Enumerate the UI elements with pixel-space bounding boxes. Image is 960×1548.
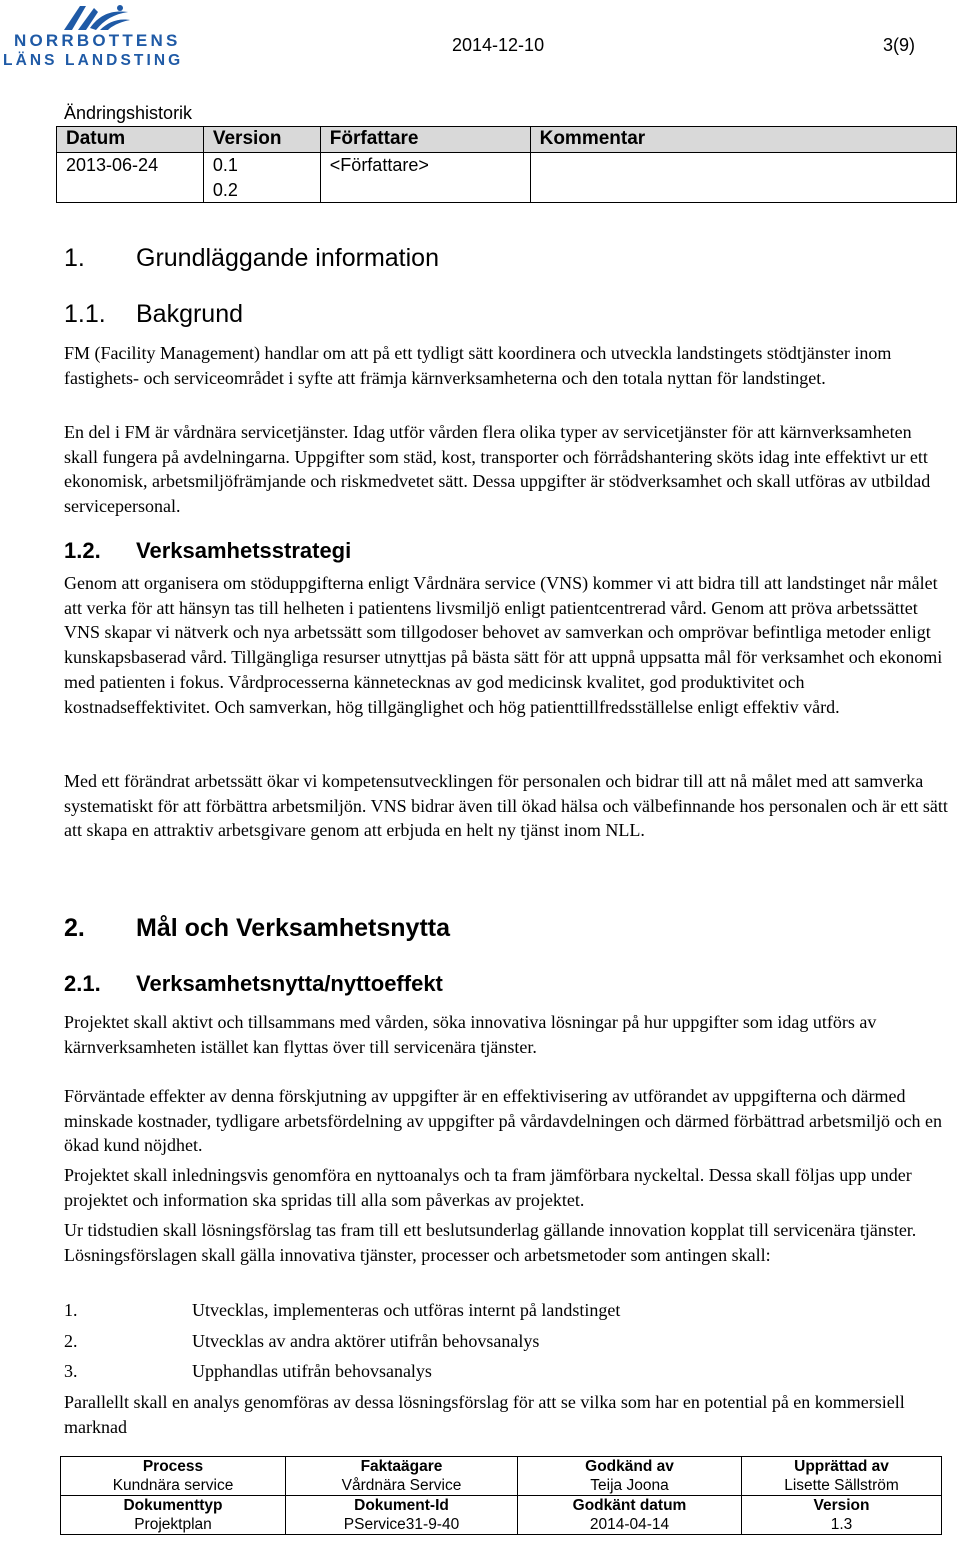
table-row — [61, 1457, 942, 1496]
column-header-comment: Kommentar — [530, 127, 956, 153]
table-cell: 0.1 — [203, 153, 320, 178]
footer-label: Godkänd av — [585, 1458, 674, 1475]
paragraph: Projektet skall aktivt och tillsammans med vården, söka innovativa lösningar på hur uppgifter som idag utförs av kärnverksamheten istället kan flyttas över till servicenära tjänster. — [64, 1012, 877, 1057]
table-cell — [530, 178, 956, 203]
footer-value: Kundnära service — [112, 1477, 234, 1494]
table-cell — [57, 178, 204, 203]
paragraph: Förväntade effekter av denna förskjutning av uppgifter är en effektivisering av utförandet av uppgifterna och därmed minskade kostnader, tydligare arbetsfördelning av uppgifter på vårdavdelningen och därmed förbättrad arbetsmiljö och en ökad kund nöjdhet. — [64, 1086, 942, 1156]
footer-value: Vårdnära Service — [341, 1477, 462, 1494]
footer-value: PService31-9-40 — [343, 1516, 460, 1533]
paragraph: En del i FM är vårdnära servicetjänster. Idag utför vården flera olika typer av servicetjänster för att kärnverksamheten skall fungera på avdelningarna. Uppgifter som städ, kost, transporter och förrådshantering sköts idag inte effektivt ur ett ekonomisk, arbetsmiljöfrämjande och riskmedvetet sätt. Dessa uppgifter är stödverksamhet och skall utföras av utbildad servicepersonal. — [64, 422, 931, 517]
footer-cell-version — [742, 1496, 942, 1535]
table-cell: <Författare> — [320, 153, 530, 178]
section-heading-1-2: 1.2. Verksamhetsstrategi — [64, 538, 352, 563]
table-cell: 0.2 — [203, 178, 320, 203]
footer-value: Projektplan — [134, 1516, 212, 1533]
footer-cell-doctype — [61, 1496, 286, 1535]
organization-logo — [0, 0, 200, 72]
footer-label: Process — [142, 1458, 204, 1475]
document-footer-table — [60, 1456, 942, 1535]
footer-label: Dokumenttyp — [123, 1497, 223, 1514]
table-row — [57, 153, 957, 178]
paragraph: Projektet skall inledningsvis genomföra en nyttoanalys och ta fram jämförbara nyckeltal. Dessa skall följas upp under projektet och information ska spridas till alla som påverkas av projektet. — [64, 1165, 912, 1210]
paragraph: Parallellt skall en analys genomföras av dessa lösningsförslag för att se vilka som har en potential på en kommersiell marknad — [64, 1392, 905, 1437]
footer-cell-approved-by — [518, 1457, 742, 1496]
revision-history-title: Ändringshistorik — [64, 103, 193, 123]
footer-cell-created-by — [742, 1457, 942, 1496]
footer-label: Godkänt datum — [572, 1497, 687, 1514]
footer-label: Version — [813, 1497, 870, 1514]
document-date: 2014-12-10 — [452, 35, 545, 55]
section-heading-2: 2. Mål och Verksamhetsnytta — [64, 914, 451, 942]
column-header-date: Datum — [57, 127, 204, 153]
section-heading-1: 1. Grundläggande information — [64, 244, 439, 272]
logo-text-line2: LÄNS LANDSTING — [3, 52, 184, 69]
list-item: 1. Utvecklas, implementeras och utföras internt på landstinget — [64, 1300, 621, 1320]
footer-cell-docid — [286, 1496, 518, 1535]
table-cell — [530, 153, 956, 178]
column-header-author: Författare — [320, 127, 530, 153]
column-header-version: Version — [203, 127, 320, 153]
list-item: 2. Utvecklas av andra aktörer utifrån behovsanalys — [64, 1331, 540, 1351]
footer-label: Dokument-Id — [354, 1497, 449, 1514]
page-number: 3(9) — [883, 35, 916, 55]
footer-cell-process — [61, 1457, 286, 1496]
footer-label: Faktaägare — [360, 1458, 443, 1475]
paragraph: Ur tidstudien skall lösningsförslag tas fram till ett beslutsunderlag gällande innovation kopplat till servicenära tjänster. Lösningsförslagen skall gälla innovativa tjänster, processer och arbetsmetoder som antingen skall: — [64, 1220, 917, 1265]
table-header-row — [57, 127, 957, 153]
list-item: 3. Upphandlas utifrån behovsanalys — [64, 1361, 432, 1381]
paragraph: FM (Facility Management) handlar om att på ett tydligt sätt koordinera och utveckla landstingets stödtjänster inom fastighets- och serviceområdet i syfte att främja kärnverksamheterna och den totala nyttan för landstinget. — [64, 343, 892, 388]
footer-cell-approved-date — [518, 1496, 742, 1535]
paragraph: Genom att organisera om stöduppgifterna enligt Vårdnära service (VNS) kommer vi att bidra till att landstinget når målet att verka för att hänsyn tas till helheten i patientens livsmiljö enligt patientcentrerad vård. Genom att pröva arbetssättet VNS skapar vi nätverk och nya arbetssätt som tillgodoser behovet av samverkan och omprövar befintliga metoder enligt kunskapsbaserad vård. Tillgängliga resurser utnyttjas på bästa sätt för att uppnå uppsatta mål för verksamhet och ekonomi med patienten i fokus. Vårdprocesserna kännetecknas av god medicinsk kvalitet, god produktivitet och kostnadseffektivitet. Och samverkan, hög tillgänglighet och hög patienttillfredsställelse enligt effektiv vård. — [64, 573, 943, 717]
revision-history-table — [56, 126, 957, 203]
footer-value: Lisette Sällström — [784, 1477, 899, 1494]
section-heading-2-1: 2.1. Verksamhetsnytta/nyttoeffekt — [64, 971, 443, 996]
table-row — [61, 1496, 942, 1535]
table-row — [57, 178, 957, 203]
footer-value: 1.3 — [830, 1516, 853, 1533]
logo-emblem-icon — [60, 2, 132, 34]
section-heading-1-1: 1.1. Bakgrund — [64, 300, 244, 328]
footer-cell-owner — [286, 1457, 518, 1496]
table-cell — [320, 178, 530, 203]
table-cell: 2013-06-24 — [57, 153, 204, 178]
footer-label: Upprättad av — [794, 1458, 889, 1475]
footer-value: 2014-04-14 — [589, 1516, 670, 1533]
paragraph: Med ett förändrat arbetssätt ökar vi kompetensutvecklingen för personalen och bidrar till att nå målet med att samverka systematiskt för att förbättra arbetsmiljön. VNS bidrar även till ökad hälsa och välbefinnande hos personalen och är ett sätt att skapa en attraktiv arbetsgivare genom att erbjuda en helt ny tjänst inom NLL. — [64, 771, 948, 841]
footer-value: Teija Joona — [590, 1477, 669, 1494]
logo-text-line1: NORRBOTTENS — [14, 31, 181, 50]
